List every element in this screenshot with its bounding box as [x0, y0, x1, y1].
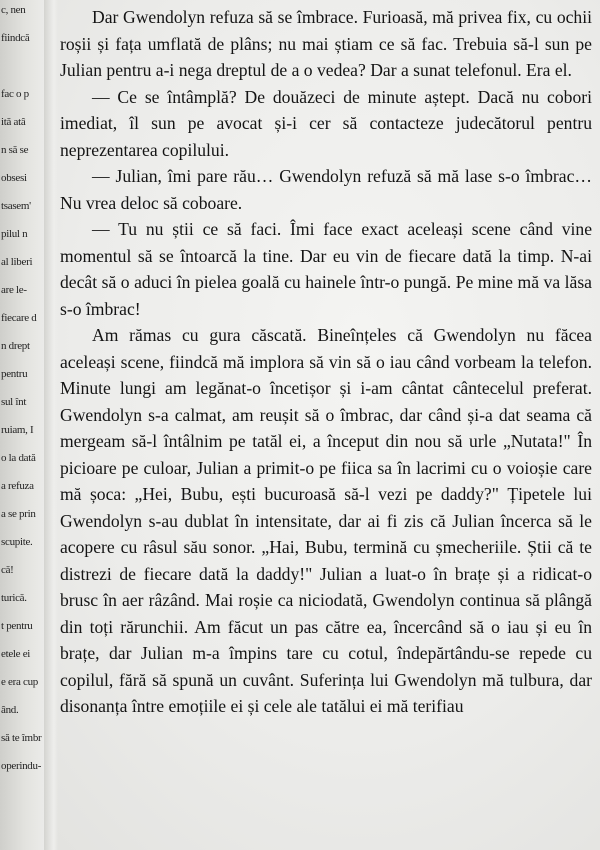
book-fold-shadow: [44, 0, 58, 850]
margin-fragment: etele ei: [1, 648, 31, 660]
margin-fragment: pilul n: [1, 228, 28, 240]
margin-fragment: t pentru: [1, 620, 33, 632]
margin-fragment: o la dată: [1, 452, 36, 464]
margin-fragment: ruiam, I: [1, 424, 34, 436]
margin-fragment: operindu-: [1, 760, 42, 772]
margin-fragment: n drept: [1, 340, 30, 352]
margin-fragment: are le-: [1, 284, 27, 296]
paragraph: Dar Gwendolyn refuza să se îmbrace. Furioasă, mă privea fix, cu ochii roșii și fața umflată de plâns; nu mai știam ce să fac. Trebuia să-l sun pe Julian pentru a-i nega dreptul de a o vedea? Dar a sunat telefonul. Era el.: [60, 7, 592, 80]
margin-fragment: să te îmbr: [1, 732, 42, 744]
margin-fragment: a se prin: [1, 508, 36, 520]
margin-fragment: scupite.: [1, 536, 33, 548]
margin-fragment: a refuza: [1, 480, 34, 492]
dialogue-paragraph: — Tu nu știi ce să faci. Îmi face exact aceleași scene când vine momentul să se întoarcă la tine. Dar eu vin de fiecare dată la timp. N-ai decât să o aduci în pielea goală cu hainele într-o pungă. Pe mine mă va lăsa s-o îmbrac!: [60, 219, 592, 319]
margin-fragment: fac o p: [1, 88, 29, 100]
margin-fragment: că!: [1, 564, 14, 576]
margin-fragment: al liberi: [1, 256, 33, 268]
margin-fragment: pentru: [1, 368, 28, 380]
margin-fragment: c, nen: [1, 4, 26, 16]
book-page-text: [60, 4, 592, 720]
margin-fragment: fiecare d: [1, 312, 37, 324]
dialogue-paragraph: — Ce se întâmplă? De douăzeci de minute aștept. Dacă nu cobori imediat, îl sun pe avocat și-i cer să contacteze judecătorul pentru neprezentarea copilului.: [60, 86, 592, 160]
margin-fragment: ând.: [1, 704, 19, 716]
margin-fragment: fiindcă: [1, 32, 30, 44]
margin-fragment: n să se: [1, 144, 29, 156]
dialogue-paragraph: — Julian, îmi pare rău… Gwendolyn refuză să mă lase s-o îmbrac… Nu vrea deloc să coboare.: [60, 166, 592, 213]
margin-fragment: ită atâ: [1, 116, 26, 128]
margin-fragment: e era cup: [1, 676, 38, 688]
margin-fragment: turică.: [1, 592, 27, 604]
margin-fragment: tsasem': [1, 200, 31, 212]
paragraph: Am rămas cu gura căscată. Bineînțeles că Gwendolyn nu făcea aceleași scene, fiindcă mă implora să vin să o iau când vorbeam la telefon. Minute lungi am legănat-o încetișor și i-am cântat cântecelul preferat. Gwendolyn s-a calmat, am reușit să o îmbrac, dar când și-a dat seama că mergeam să-l întâlnim pe tatăl ei, a început din nou să urle „Nutata!" În picioare pe culoar, Julian a primit-o pe fiica sa în lacrimi cu o voioșie care mă șoca: „Hei, Bubu, ești bucuroasă să-l vezi pe daddy?" Țipetele lui Gwendolyn s-au dublat în intensitate, dar ai fi zis că Julian încerca să le acopere cu râsul său sonor. „Hai, Bubu, termină cu șmecheriile. Știi că te distrezi de fiecare dată la daddy!" Julian a luat-o în brațe și a ridicat-o brusc în aer râzând. Mai roșie ca niciodată, Gwendolyn continua să plângă din toți rărunchii. Am făcut un pas către ea, încercând să o iau și eu în brațe, dar Julian m-a împins tare cu cotul, îndepărtându-se repede cu copilul, fără să spună un cuvânt. Suferința lui Gwendolyn mă tulbura, dar disonanța între emoțiile ei și cele ale tatălui ei mă terifiau: [60, 325, 592, 716]
margin-fragment: obsesi: [1, 172, 27, 184]
facing-page-margin: [0, 0, 46, 850]
margin-fragment: sul înt: [1, 396, 27, 408]
